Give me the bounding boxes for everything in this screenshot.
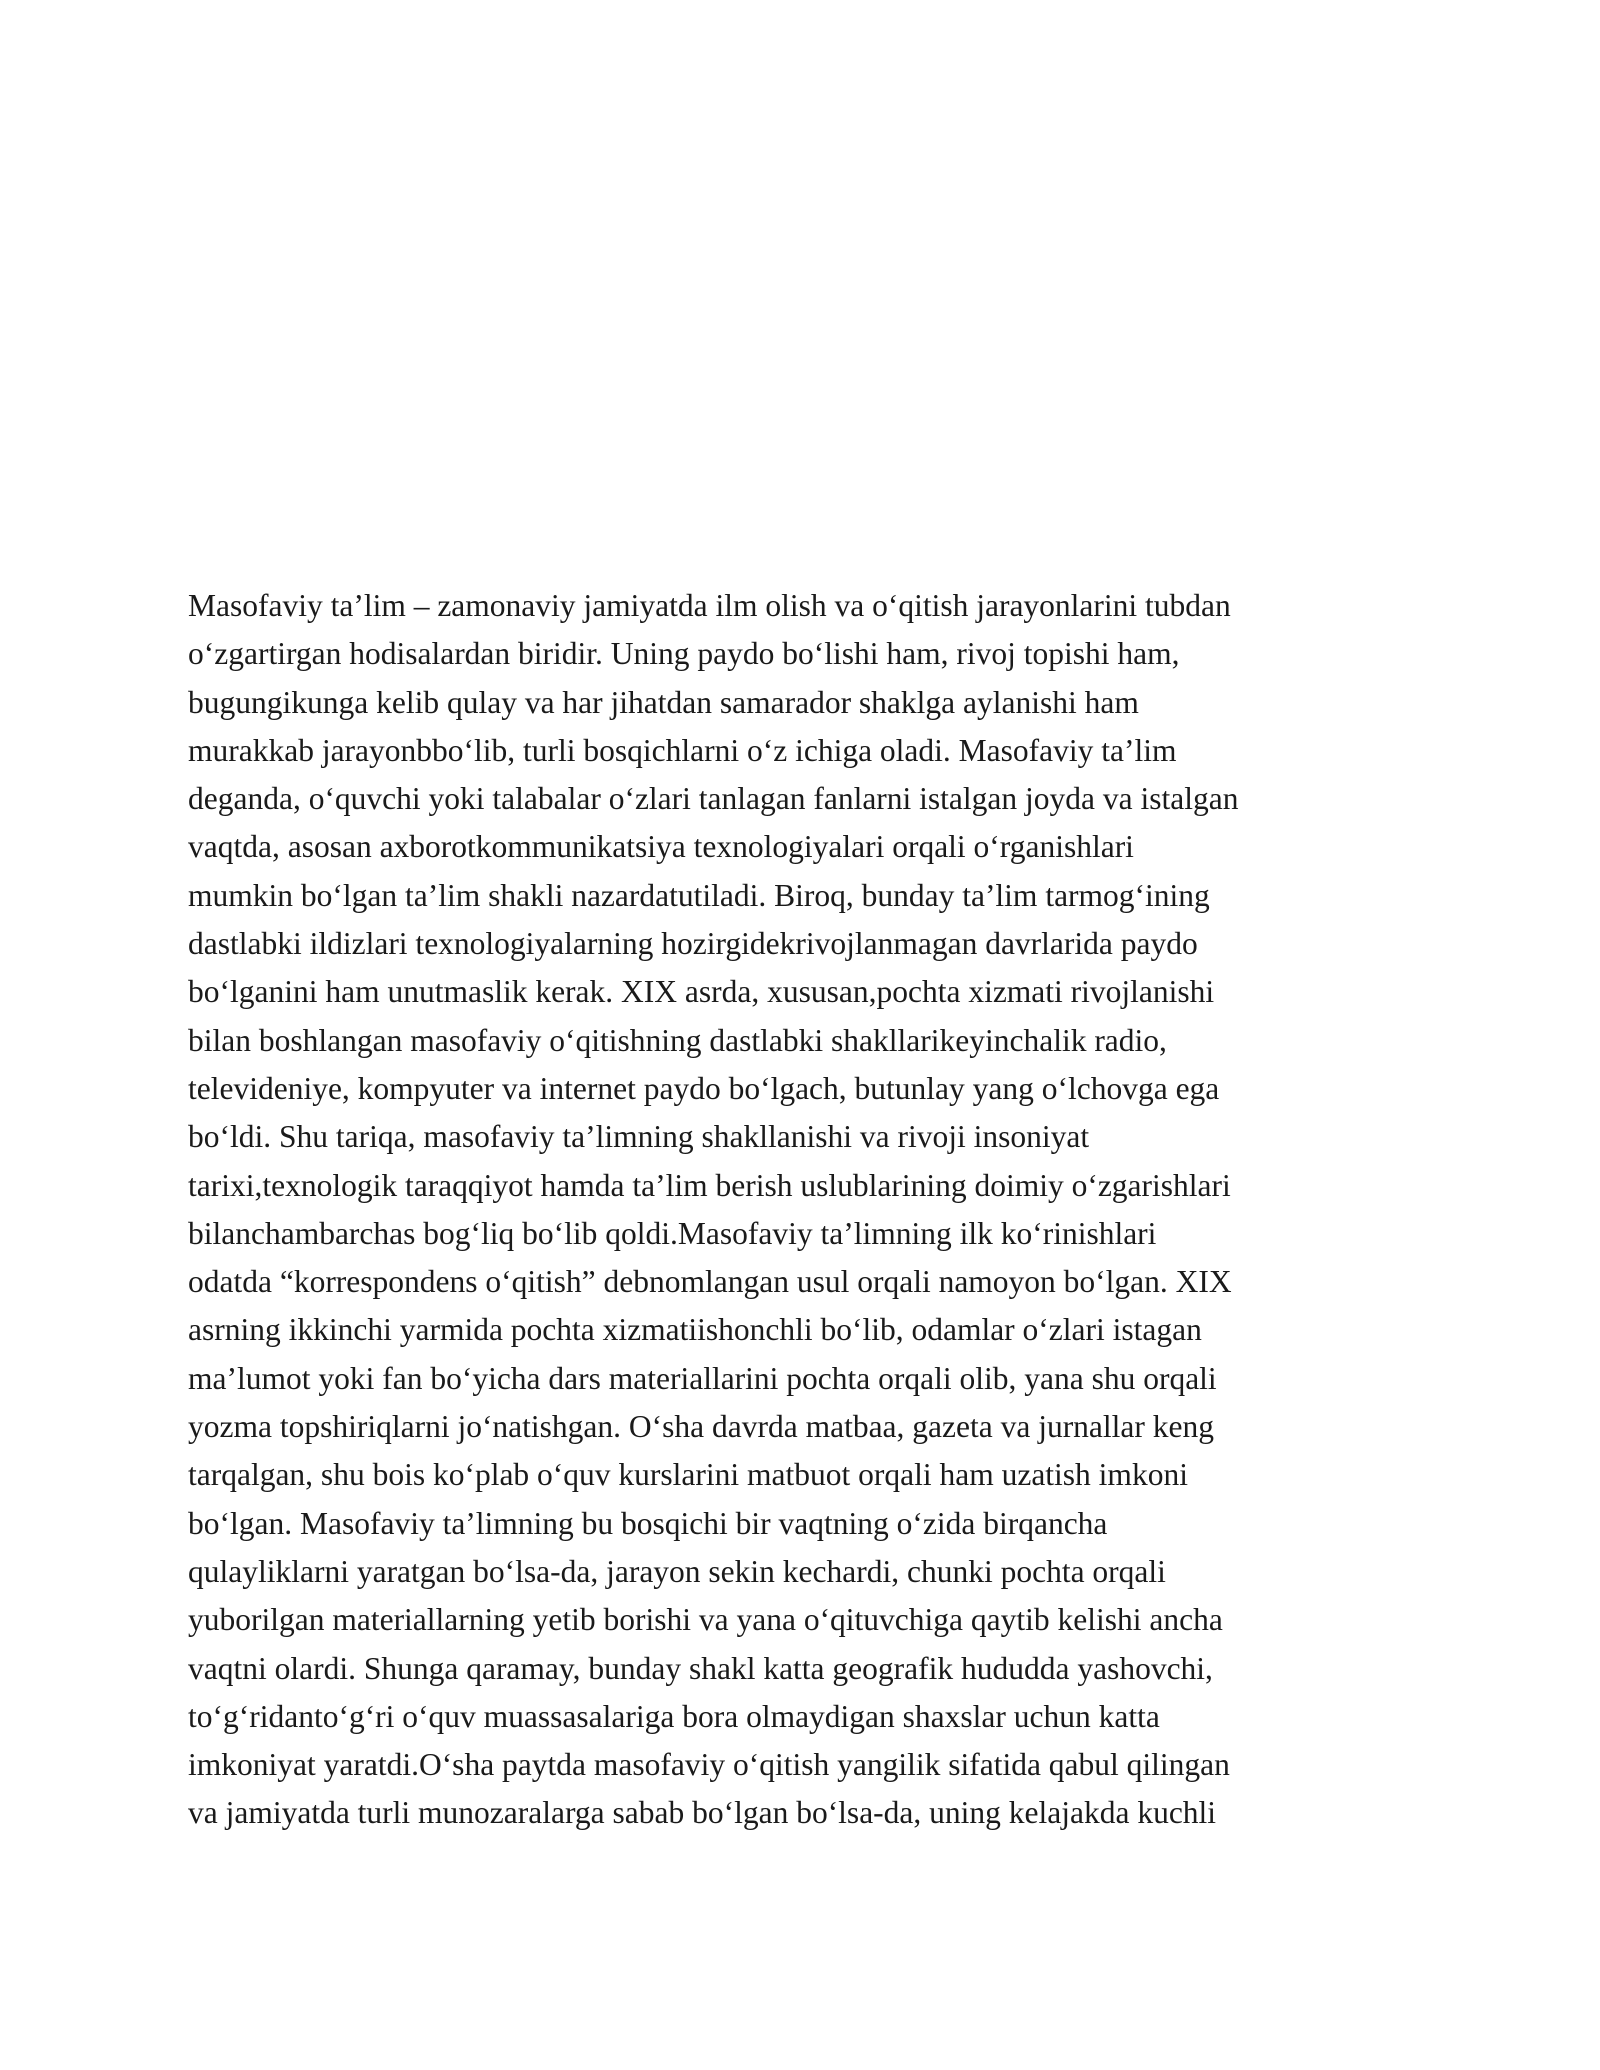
body-paragraph [188,582,1448,1838]
text-line: yozma topshiriqlarni jo‘natishgan. O‘sha davrda matbaa, gazeta va jurnallar keng [188,1409,1214,1445]
text-line: murakkab jarayonbbo‘lib, turli bosqichlarni o‘z ichiga oladi. Masofaviy ta’lim [188,732,1177,768]
text-line: asrning ikkinchi yarmida pochta xizmatiishonchli bo‘lib, odamlar o‘zlari istagan [188,1312,1202,1348]
text-line: Masofaviy ta’lim – zamonaviy jamiyatda ilm olish va o‘qitish jarayonlarini tubdan [188,588,1231,623]
text-line: bilanchambarchas bog‘liq bo‘lib qoldi.Masofaviy ta’limning ilk ko‘rinishlari [188,1215,1157,1251]
text-line: o‘zgartirgan hodisalardan biridir. Uning paydo bo‘lishi ham, rivoj topishi ham, [188,636,1180,672]
text-line: qulayliklarni yaratgan bo‘lsa-da, jarayon sekin kechardi, chunki pochta orqali [188,1553,1166,1589]
text-line: bo‘lganini ham unutmaslik kerak. XIX asrda, xususan,pochta xizmati rivojlanishi [188,974,1215,1010]
text-line: to‘g‘ridanto‘g‘ri o‘quv muassasalariga bora olmaydigan shaxslar uchun katta [188,1698,1160,1734]
text-line: bo‘ldi. Shu tariqa, masofaviy ta’limning shakllanishi va rivoji insoniyat [188,1119,1090,1155]
text-line: imkoniyat yaratdi.O‘sha paytda masofaviy o‘qitish yangilik sifatida qabul qilingan [188,1747,1230,1783]
text-line: bugungikunga kelib qulay va har jihatdan samarador shaklga aylanishi ham [188,684,1139,720]
text-line: dastlabki ildizlari texnologiyalarning hozirgidekrivojlanmagan davrlarida paydo [188,926,1198,962]
text-line: ma’lumot yoki fan bo‘yicha dars materiallarini pochta orqali olib, yana shu orqali [188,1360,1217,1396]
text-line: televideniye, kompyuter va internet paydo bo‘lgach, butunlay yang o‘lchovga ega [188,1070,1220,1106]
text-line: odatda “korrespondens o‘qitish” debnomlangan usul orqali namoyon bo‘lgan. XIX [188,1264,1232,1300]
text-line: tarixi,texnologik taraqqiyot hamda ta’lim berish uslublarining doimiy o‘zgarishlari [188,1167,1231,1203]
text-line: deganda, o‘quvchi yoki talabalar o‘zlari tanlagan fanlarni istalgan joyda va istalgan [188,781,1239,817]
text-line: tarqalgan, shu bois ko‘plab o‘quv kurslarini matbuot orqali ham uzatish imkoni [188,1457,1188,1493]
text-line: mumkin bo‘lgan ta’lim shakli nazardatutiladi. Biroq, bunday ta’lim tarmog‘ining [188,877,1210,913]
text-line: yuborilgan materiallarning yetib borishi va yana o‘qituvchiga qaytib kelishi ancha [188,1602,1223,1638]
text-line: bilan boshlangan masofaviy o‘qitishning dastlabki shakllarikeyinchalik radio, [188,1022,1167,1058]
text-line: vaqtni olardi. Shunga qaramay, bunday shakl katta geografik hududda yashovchi, [188,1650,1213,1686]
text-line: vaqtda, asosan axborotkommunikatsiya texnologiyalari orqali o‘rganishlari [188,829,1134,865]
text-line: va jamiyatda turli munozaralarga sabab bo‘lgan bo‘lsa-da, uning kelajakda kuchli [188,1795,1217,1831]
text-line: bo‘lgan. Masofaviy ta’limning bu bosqichi bir vaqtning o‘zida birqancha [188,1505,1108,1541]
